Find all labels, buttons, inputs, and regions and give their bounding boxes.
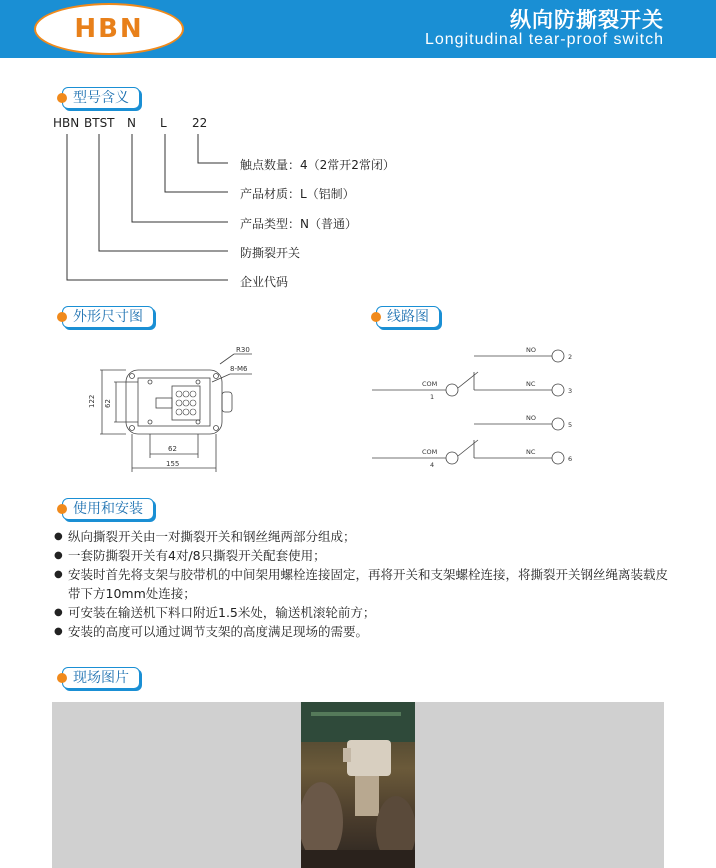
model-part-contacts: 22: [192, 116, 208, 130]
model-part-kind: N: [127, 116, 136, 130]
section-wiring-tag: [376, 306, 440, 328]
wire-nc-num-2: 6: [568, 455, 573, 463]
model-desc-kind: 产品类型：N（普通）: [240, 217, 357, 231]
wire-no-1: NO: [526, 346, 536, 354]
model-leader-lines: [0, 0, 716, 300]
section-usage-tag: [62, 498, 154, 520]
usage-item: ● 安装时首先将支架与胶带机的中间架用螺栓连接固定，再将开关和支架螺栓连接，将撕裂开关钢丝绳离装载皮带下方10mm处连接；: [54, 565, 674, 603]
bullet-dot-icon: [57, 673, 67, 683]
section-model-label: 型号含义: [73, 90, 129, 106]
usage-list: [54, 527, 674, 641]
section-photo-tag: [62, 667, 140, 689]
housing-inner: [138, 378, 210, 426]
section-photo-label: 现场图片: [73, 670, 129, 686]
dim-radius-label: R30: [236, 346, 250, 354]
page-title: 纵向防撕裂开关: [510, 8, 664, 32]
wire-com-2: COM: [422, 448, 438, 456]
section-dimension-label: 外形尺寸图: [73, 309, 143, 325]
usage-item: ● 可安装在输送机下料口附近1.5米处，输送机滚轮前方；: [54, 603, 674, 622]
dim-height-outer: 122: [88, 394, 96, 408]
bullet-dot-icon: [57, 504, 67, 514]
section-dimension-tag: [62, 306, 154, 328]
dim-bolt-label: 8-M6: [230, 365, 248, 373]
usage-item: ● 纵向撕裂开关由一对撕裂开关和钢丝绳两部分组成；: [54, 527, 674, 546]
model-desc-type: 防撕裂开关: [240, 246, 301, 260]
model-desc-material: 产品材质：L（铝制）: [240, 187, 355, 201]
dimension-drawing: [80, 340, 280, 475]
wire-nc-2: NC: [526, 448, 536, 456]
dim-width-inner: 62: [168, 445, 177, 453]
site-photo: [301, 702, 415, 868]
wire-nc-num-1: 3: [568, 387, 573, 395]
page-subtitle: Longitudinal tear-proof switch: [424, 31, 664, 48]
dim-width-outer: 155: [166, 460, 180, 468]
model-part-material: L: [160, 116, 167, 130]
side-lug: [222, 392, 232, 412]
wire-no-num-2: 5: [568, 421, 573, 429]
shaft: [156, 398, 172, 408]
wire-nc-1: NC: [526, 380, 536, 388]
bullet-dot-icon: [371, 312, 381, 322]
wire-no-2: NO: [526, 414, 536, 422]
usage-item: ● 安装的高度可以通过调节支架的高度满足现场的需要。: [54, 622, 674, 641]
logo-text: HBN: [74, 14, 144, 44]
model-part-company: HBN: [53, 116, 80, 130]
model-desc-contacts: 触点数量：4（2常开2常闭）: [240, 158, 395, 172]
model-part-type: BTST: [84, 116, 115, 130]
wiring-diagram: [368, 340, 588, 475]
usage-item: ● 一套防撕裂开关有4对/8只撕裂开关配套使用；: [54, 546, 674, 565]
section-usage-label: 使用和安装: [73, 501, 143, 517]
model-desc-company: 企业代码: [240, 275, 289, 289]
housing-outline: [126, 370, 222, 434]
wire-com-1: COM: [422, 380, 438, 388]
section-wiring-label: 线路图: [387, 309, 429, 325]
site-photo-illustration: [301, 702, 415, 868]
dim-height-inner: 62: [104, 399, 112, 408]
wire-no-num-1: 2: [568, 353, 573, 361]
wire-com-num-2: 4: [430, 461, 435, 469]
bullet-dot-icon: [57, 312, 67, 322]
wire-com-num-1: 1: [430, 393, 435, 401]
